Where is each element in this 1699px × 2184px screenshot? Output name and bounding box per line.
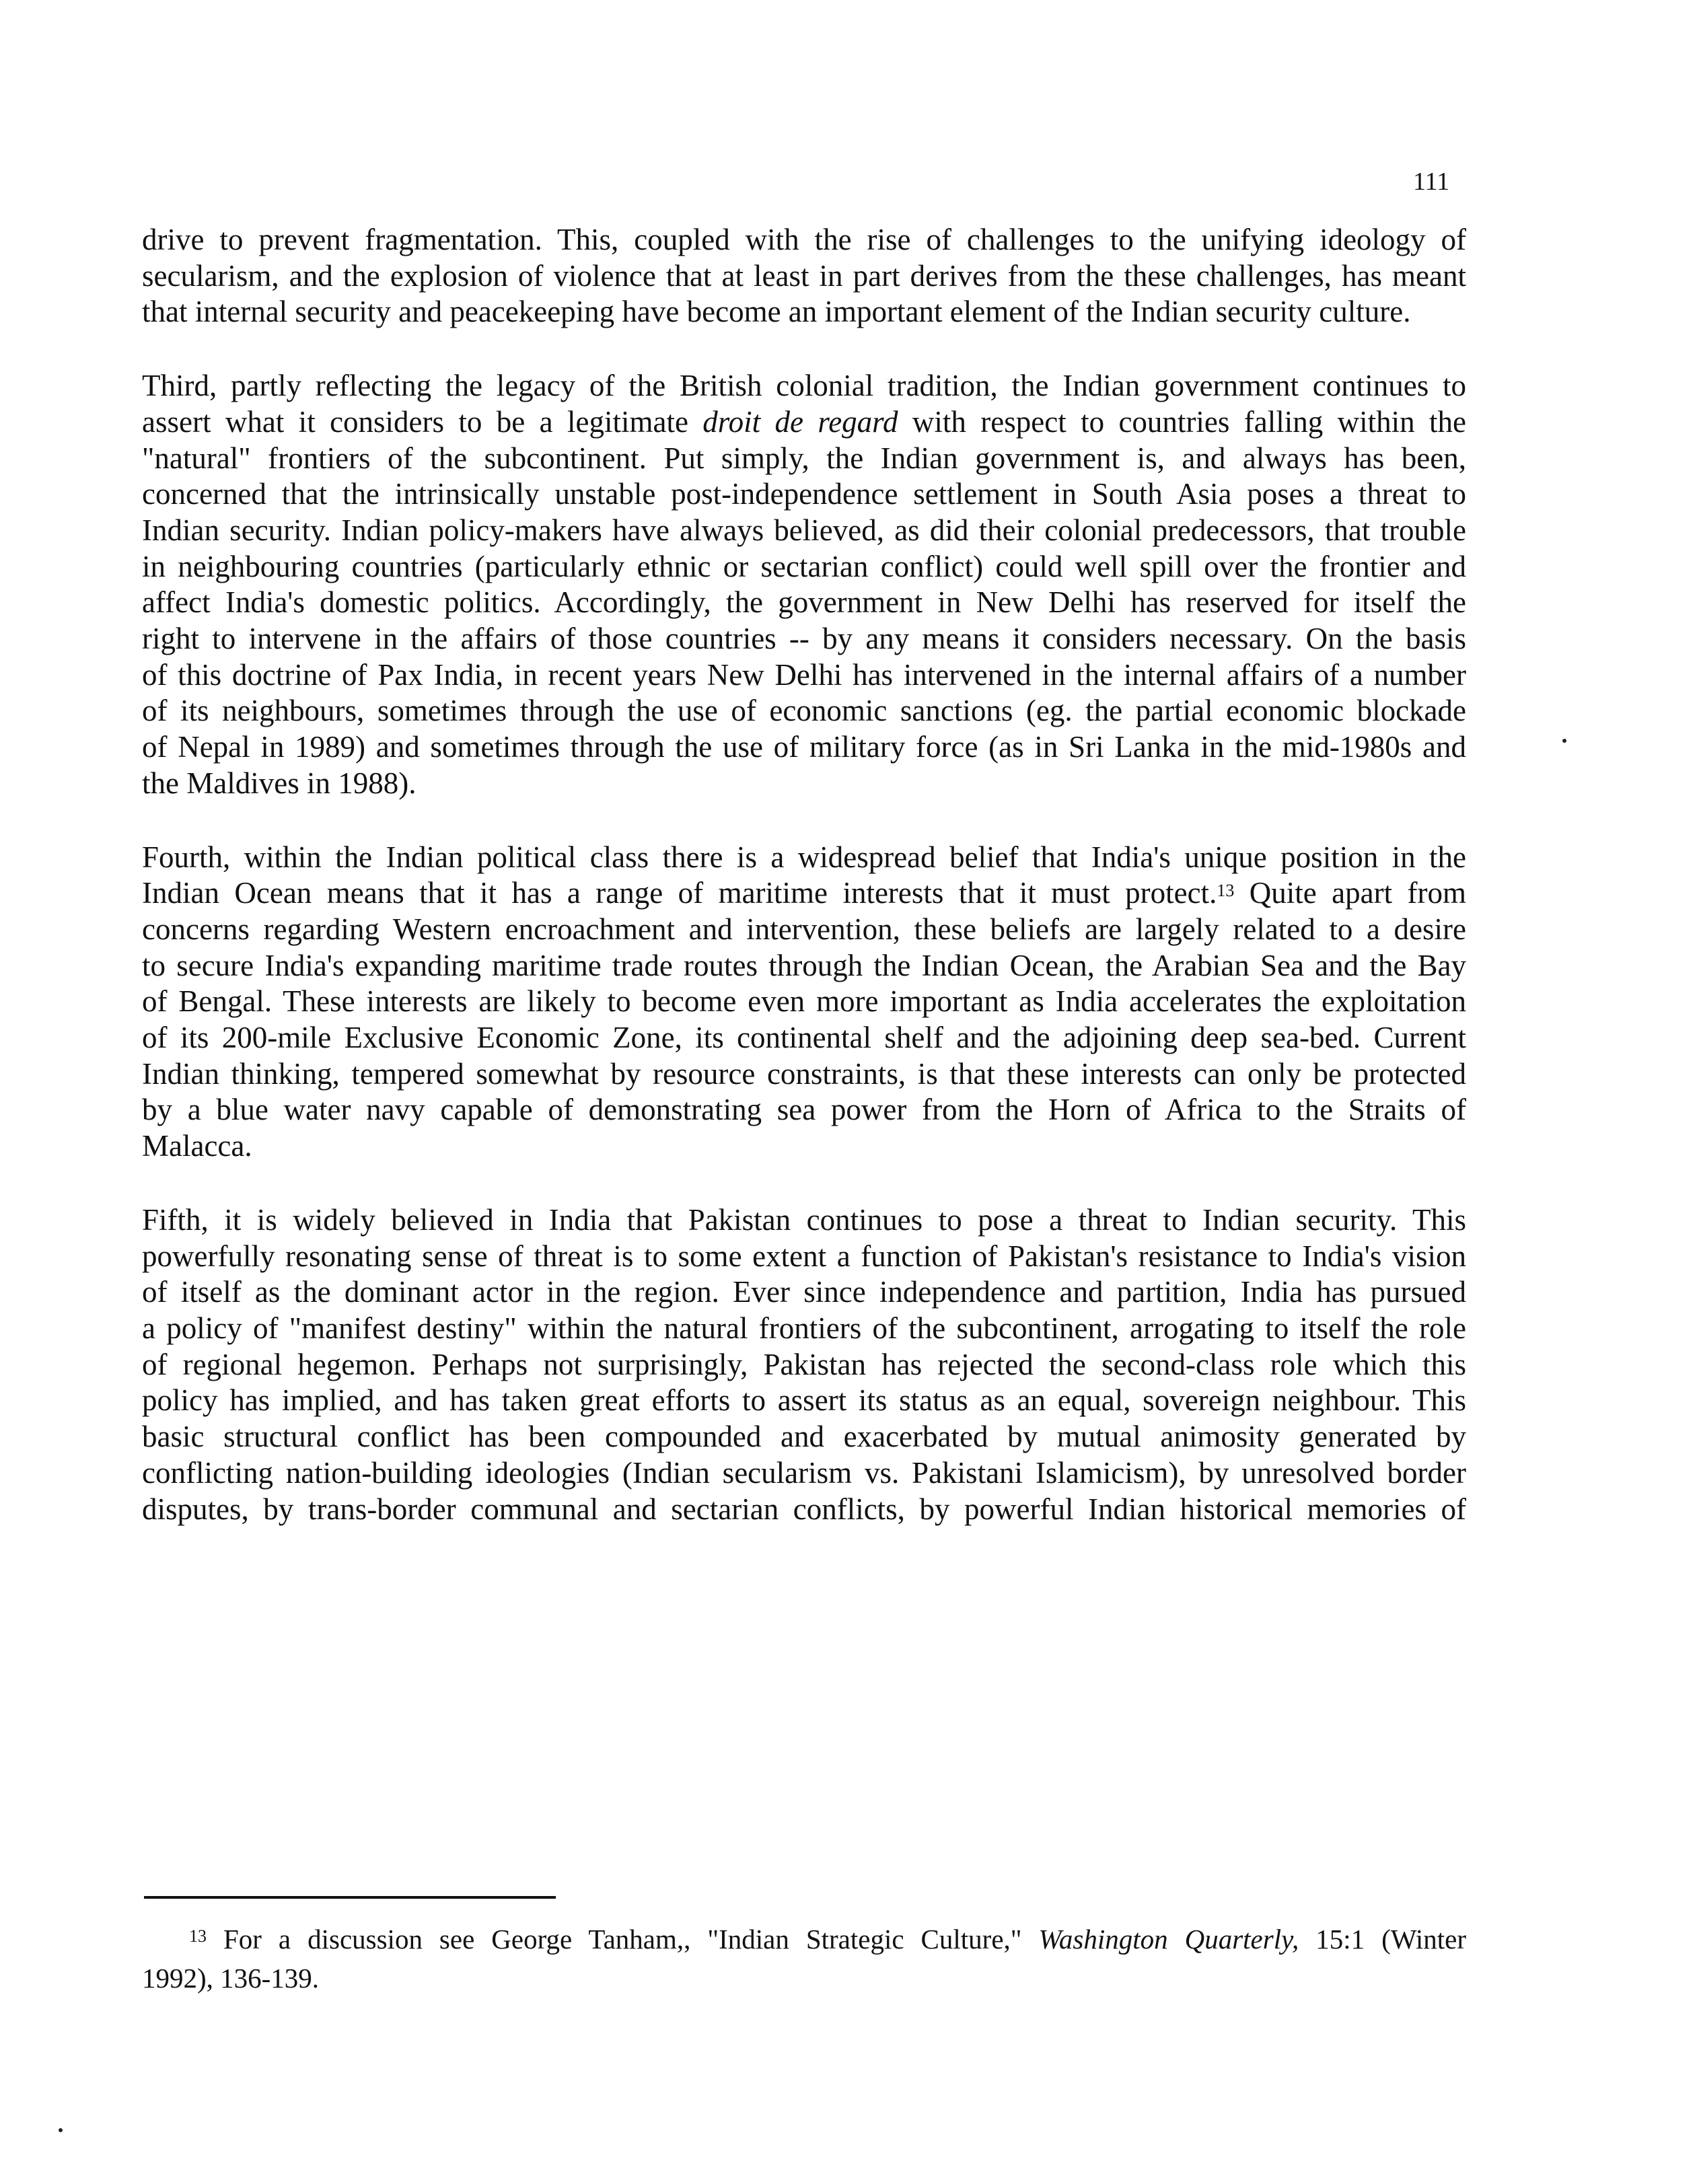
paragraph-line: of its 200-mile Exclusive Economic Zone, its continental shelf and the adjoining deep sea-bed. Current — [142, 1021, 1466, 1055]
paragraph-3 — [142, 840, 1466, 1165]
scan-speck — [1562, 739, 1566, 743]
paragraph-line — [142, 875, 1466, 912]
page-number: 111 — [1413, 168, 1450, 196]
footnote — [142, 1920, 1466, 1998]
paragraph-line: Third, partly reflecting the legacy of the British colonial tradition, the Indian government continues to — [142, 369, 1466, 403]
paragraph-line: in neighbouring countries (particularly ethnic or sectarian conflict) could well spill over the frontier and — [142, 549, 1466, 583]
line-text: assert what it considers to be a legitimate — [142, 404, 703, 439]
footnote-line — [142, 1920, 1466, 1959]
paragraph-line: conflicting nation-building ideologies (Indian secularism vs. Pakistani Islamicism), by unresolved border — [142, 1455, 1466, 1490]
paragraph-line: affect India's domestic politics. Accordingly, the government in New Delhi has reserved for itself the — [142, 585, 1466, 620]
footnote-line: 1992), 136-139. — [142, 1963, 320, 1994]
footnote-marker: 13 — [189, 1926, 207, 1946]
paragraph-line: concerns regarding Western encroachment and intervention, these beliefs are largely related to a desire — [142, 912, 1466, 946]
paragraph-line: Indian thinking, tempered somewhat by resource constraints, is that these interests can only be protected — [142, 1056, 1466, 1091]
paragraph-line: disputes, by trans-border communal and sectarian conflicts, by powerful Indian historical memories of — [142, 1492, 1466, 1526]
footnote-text: For a discussion see George Tanham,, "Indian Strategic Culture," — [207, 1924, 1039, 1955]
line-text: Quite apart from — [1234, 876, 1467, 910]
paragraph-line: to secure India's expanding maritime trade routes through the Indian Ocean, the Arabian Sea and the Bay — [142, 948, 1466, 982]
paragraph-line: of Bengal. These interests are likely to become even more important as India accelerates the exploitation — [142, 984, 1466, 1019]
paragraph-line: concerned that the intrinsically unstable post-independence settlement in South Asia poses a threat to — [142, 477, 1466, 511]
footnote-text: 15:1 (Winter — [1299, 1924, 1466, 1955]
paragraph-line: "natural" frontiers of the subcontinent. Put simply, the Indian government is, and always has been, — [142, 441, 1466, 475]
paragraph-line: of itself as the dominant actor in the region. Ever since independence and partition, India has pursued — [142, 1275, 1466, 1309]
paragraph-line: policy has implied, and has taken great efforts to assert its status as an equal, sovereign neighbour. This — [142, 1383, 1466, 1418]
paragraph-line: of Nepal in 1989) and sometimes through the use of military force (as in Sri Lanka in the mid-1980s and — [142, 730, 1466, 764]
italic-phrase: droit de regard — [702, 404, 898, 439]
paragraph-line: secularism, and the explosion of violence that at least in part derives from the these challenges, has meant — [142, 258, 1466, 293]
paragraph-line: drive to prevent fragmentation. This, coupled with the rise of challenges to the unifying ideology of — [142, 223, 1466, 256]
paragraph-line: that internal security and peacekeeping have become an important element of the Indian security culture. — [142, 295, 1411, 329]
paragraph-line — [142, 404, 1466, 441]
scan-speck — [59, 2128, 63, 2132]
paragraph-line: Malacca. — [142, 1129, 252, 1163]
footnote-reference[interactable]: 13 — [1217, 881, 1235, 901]
paragraph-line: a policy of "manifest destiny" within the natural frontiers of the subcontinent, arrogating to itself the role — [142, 1311, 1466, 1345]
paragraph-line: right to intervene in the affairs of those countries -- by any means it considers necessary. On the basis — [142, 622, 1466, 656]
paragraph-1 — [142, 222, 1466, 330]
paragraph-line: of regional hegemon. Perhaps not surprisingly, Pakistan has rejected the second-class role which this — [142, 1347, 1466, 1381]
paragraph-line: by a blue water navy capable of demonstrating sea power from the Horn of Africa to the Straits of — [142, 1093, 1466, 1127]
paragraph-line: basic structural conflict has been compounded and exacerbated by mutual animosity generated by — [142, 1420, 1466, 1454]
body-text — [142, 222, 1466, 1565]
line-text: with respect to countries falling within the — [898, 404, 1466, 439]
paragraph-4 — [142, 1202, 1466, 1527]
footnote-journal: Washington Quarterly, — [1038, 1924, 1299, 1955]
paragraph-2 — [142, 368, 1466, 801]
paragraph-line: Fifth, it is widely believed in India that Pakistan continues to pose a threat to Indian security. This — [142, 1202, 1466, 1237]
paragraph-line: Fourth, within the Indian political class there is a widespread belief that India's unique position in the — [142, 840, 1466, 874]
line-text: Indian Ocean means that it has a range of maritime interests that it must protect. — [142, 876, 1217, 910]
paragraph-line: the Maldives in 1988). — [142, 766, 417, 800]
paragraph-line: powerfully resonating sense of threat is to some extent a function of Pakistan's resistance to India's vision — [142, 1239, 1466, 1273]
paragraph-line: Indian security. Indian policy-makers have always believed, as did their colonial predecessors, that trouble — [142, 513, 1466, 547]
paragraph-line: of its neighbours, sometimes through the use of economic sanctions (eg. the partial economic blockade — [142, 694, 1466, 728]
paragraph-line: of this doctrine of Pax India, in recent years New Delhi has intervened in the internal affairs of a number — [142, 657, 1466, 692]
footnote-separator — [144, 1896, 556, 1899]
